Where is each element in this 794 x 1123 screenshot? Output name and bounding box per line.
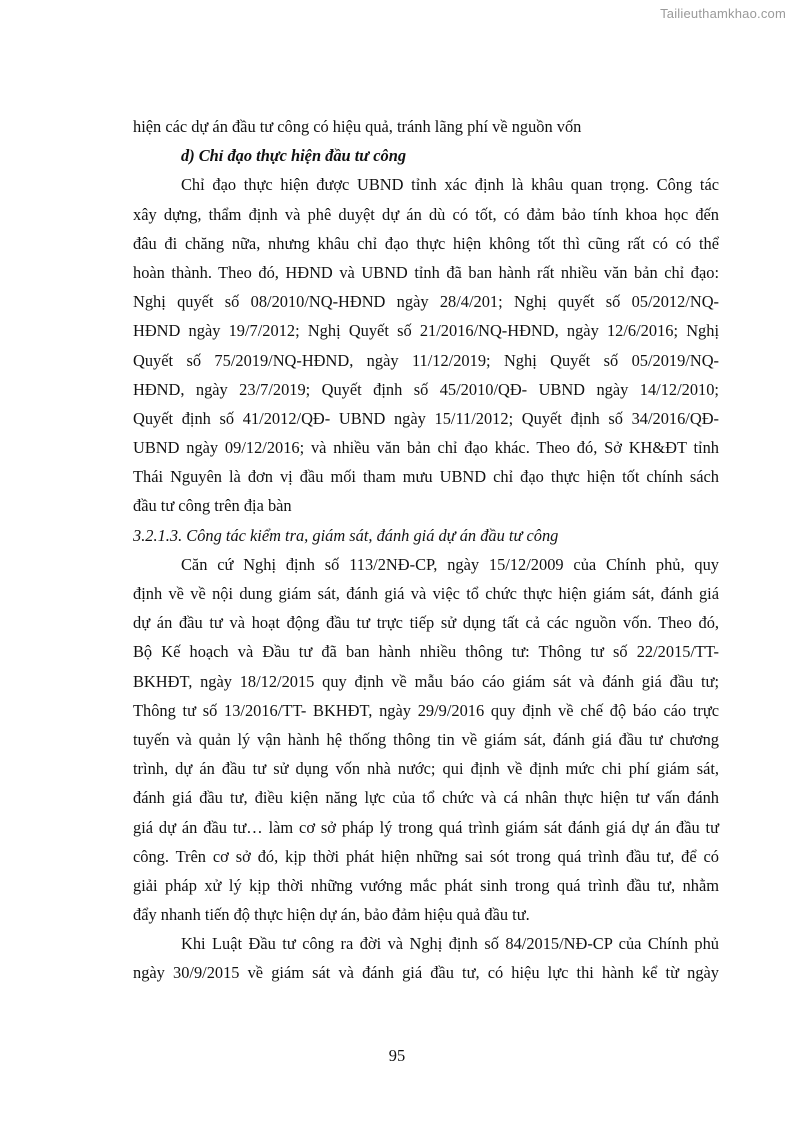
text-line: Bộ Kế hoạch và Đầu tư đã ban hành nhiều thông tư: Thông tư số 22/2015/TT-	[133, 642, 719, 662]
text-line: Quyết số 75/2019/NQ-HĐND, ngày 11/12/2019; Nghị Quyết số 05/2019/NQ-	[133, 350, 719, 370]
text-line: HĐND, ngày 23/7/2019; Quyết định số 45/2010/QĐ- UBND ngày 14/12/2010;	[133, 379, 719, 399]
text-line: Thông tư số 13/2016/TT- BKHĐT, ngày 29/9/2016 quy định về chế độ báo cáo trực	[133, 700, 719, 720]
text-line: Nghị quyết số 08/2010/NQ-HĐND ngày 28/4/201; Nghị quyết số 05/2012/NQ-	[133, 292, 719, 312]
page-number: 95	[388, 1046, 406, 1065]
subsection-heading: 3.2.1.3. Công tác kiểm tra, giám sát, đánh giá dự án đầu tư công	[133, 525, 559, 545]
text-line: trình, dự án đầu tư sử dụng vốn nhà nước; qui định về định mức chi phí giám sát,	[133, 759, 719, 779]
text-line: hoàn thành. Theo đó, HĐND và UBND tỉnh đã ban hành rất nhiều văn bản chỉ đạo:	[133, 262, 719, 282]
text-line: Quyết định số 41/2012/QĐ- UBND ngày 15/11/2012; Quyết định số 34/2016/QĐ-	[133, 408, 719, 428]
text-line: dự án đầu tư và hoạt động đầu tư trực tiếp sử dụng tất cả các nguồn vốn. Theo đó,	[133, 613, 719, 633]
text-line: đâu đi chăng nữa, nhưng khâu chỉ đạo thực hiện không tốt thì cũng rất có có thể	[133, 233, 719, 253]
text-line: xây dựng, thẩm định và phê duyệt dự án dù có tốt, có đảm bảo tính khoa học đến	[133, 204, 719, 224]
text-line: đẩy nhanh tiến độ thực hiện dự án, bảo đảm hiệu quả đầu tư.	[133, 905, 530, 925]
text-line: định về về nội dung giám sát, đánh giá và việc tổ chức thực hiện giám sát, đánh giá	[133, 584, 719, 603]
text-line: Căn cứ Nghị định số 113/2NĐ-CP, ngày 15/12/2009 của Chính phủ, quy	[181, 554, 719, 574]
text-line: UBND ngày 09/12/2016; và nhiều văn bản chỉ đạo khác. Theo đó, Sở KH&ĐT tỉnh	[133, 438, 719, 458]
text-line: tuyến và quản lý vận hành hệ thống thông tin về giám sát, đánh giá đầu tư chương	[133, 729, 719, 749]
text-line: đánh giá đầu tư, điều kiện năng lực của tổ chức và cá nhân thực hiện tư vấn đánh	[133, 788, 719, 808]
section-heading: d) Chỉ đạo thực hiện đầu tư công	[181, 146, 407, 166]
text-line: HĐND ngày 19/7/2012; Nghị Quyết số 21/2016/NQ-HĐND, ngày 12/6/2016; Nghị	[133, 321, 719, 341]
text-line: giải pháp xử lý kịp thời những vướng mắc phát sinh trong quá trình đầu tư, nhằm	[133, 875, 719, 895]
text-line: đầu tư công trên địa bàn	[133, 496, 292, 516]
text-line: ngày 30/9/2015 về giám sát và đánh giá đầu tư, có hiệu lực thi hành kể từ ngày	[133, 963, 719, 983]
text-line: giá dự án đầu tư… làm cơ sở pháp lý trong quá trình giám sát đánh giá dự án đầu tư	[133, 817, 719, 837]
text-line: Chỉ đạo thực hiện được UBND tỉnh xác định là khâu quan trọng. Công tác	[181, 175, 719, 195]
watermark: Tailieuthamkhao.com	[660, 6, 786, 21]
text-line: Thái Nguyên là đơn vị đầu mối tham mưu UBND chỉ đạo thực hiện tốt chính sách	[133, 467, 719, 487]
text-line: công. Trên cơ sở đó, kịp thời phát hiện những sai sót trong quá trình đầu tư, để có	[133, 846, 719, 866]
text-line: hiện các dự án đầu tư công có hiệu quả, tránh lãng phí về nguồn vốn	[133, 117, 582, 136]
document-body	[133, 112, 719, 988]
text-line: BKHĐT, ngày 18/12/2015 quy định về mẫu báo cáo giám sát và đánh giá đầu tư;	[133, 671, 719, 691]
text-line: Khi Luật Đầu tư công ra đời và Nghị định số 84/2015/NĐ-CP của Chính phủ	[181, 934, 719, 954]
